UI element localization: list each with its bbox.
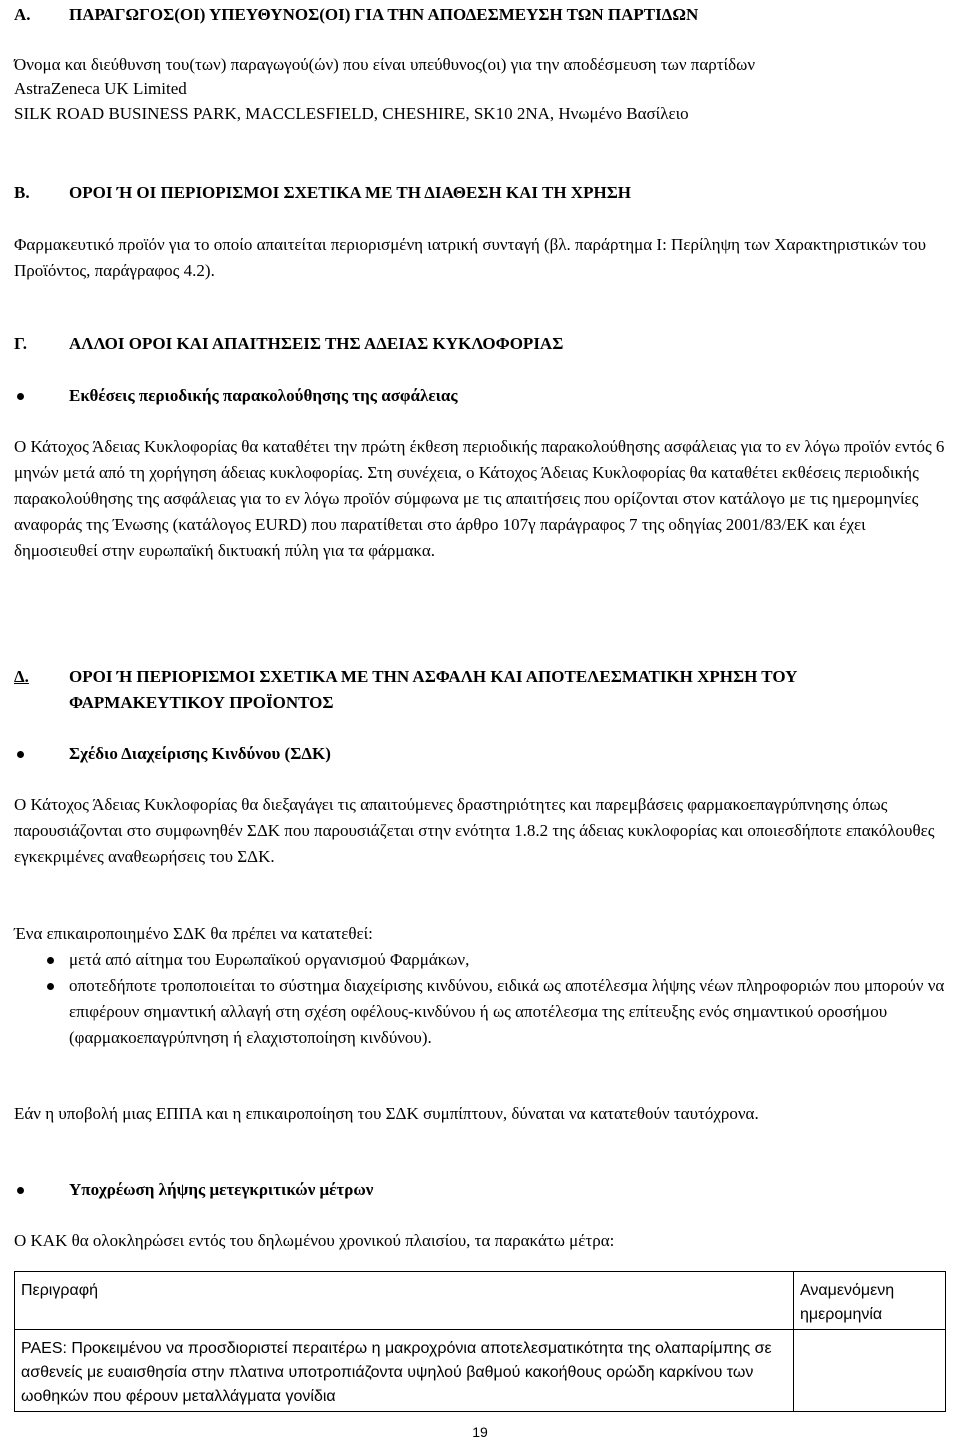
section-c-title: ΑΛΛΟΙ ΟΡΟΙ ΚΑΙ ΑΠΑΙΤΗΣΕΙΣ ΤΗΣ ΑΔΕΙΑΣ ΚΥΚΛΟΦΟΡΙΑΣ: [69, 334, 564, 353]
bullet-icon: [44, 947, 69, 973]
rmp-bullet: [14, 741, 946, 767]
bullet-icon: [14, 383, 69, 409]
psur-body: Ο Κάτοχος Άδειας Κυκλοφορίας θα καταθέτει την πρώτη έκθεση περιοδικής παρακολούθησης ασφάλειας για το εν λόγω προϊόν εντός 6 μηνών μετά από τη χορήγηση άδειας κυκλοφορίας. Στη συνέχεια, ο Κάτοχος Άδειας Κυκλοφορίας θα καταθέτει εκθέσεις περιοδικής παρακολούθησης της ασφάλειας για το εν λόγω προϊόν σύμφωνα με τις απαιτήσεις που ορίζονται στον κατάλογο με τις ημερομηνίες αναφοράς της Ένωσης (κατάλογος EURD) που παρατίθεται στο άρθρο 107γ παράγραφος 7 της οδηγίας 2001/83/ΕΚ και έχει δημοσιευθεί στην ευρωπαϊκή δικτυακή πύλη για τα φάρμακα.: [14, 437, 945, 560]
section-a-letter: A.: [14, 5, 31, 24]
page-number: 19: [472, 1424, 488, 1440]
psur-bullet: [14, 383, 946, 409]
psur-rmp-coincide: Εάν η υποβολή μιας ΕΠΠΑ και η επικαιροποίηση του ΣΔΚ συμπίπτουν, δύναται να κατατεθούν ταυτόχρονα.: [14, 1104, 759, 1123]
rmp-update-item: [44, 947, 946, 973]
obligation-bullet-text: Υποχρέωση λήψης μετεγκριτικών μέτρων: [69, 1180, 374, 1199]
bullet-icon: [44, 973, 69, 1051]
section-c-heading: [14, 331, 946, 357]
table-header-row: [15, 1272, 946, 1330]
manufacturer-label: Όνομα και διεύθυνση του(των) παραγωγού(ών) που είναι υπεύθυνος(οι) για την αποδέσμευση των παρτίδων: [14, 55, 756, 74]
manufacturer-address: SILK ROAD BUSINESS PARK, MACCLESFIELD, CHESHIRE, SK10 2NA, Ηνωμένο Βασίλειο: [14, 104, 689, 123]
section-a-heading: [14, 2, 946, 28]
rmp-update-item: [44, 973, 946, 1051]
section-b-letter: B.: [14, 183, 30, 202]
measures-table: [14, 1271, 946, 1412]
section-d-letter: Δ.: [14, 667, 29, 686]
obligation-body: Ο ΚΑΚ θα ολοκληρώσει εντός του δηλωμένου χρονικού πλαισίου, τα παρακάτω μέτρα:: [14, 1231, 615, 1250]
table-row: [15, 1330, 946, 1412]
section-a-title: ΠΑΡΑΓΩΓΟΣ(ΟΙ) ΥΠΕΥΘΥΝΟΣ(ΟΙ) ΓΙΑ ΤΗΝ ΑΠΟΔΕΣΜΕΥΣΗ ΤΩΝ ΠΑΡΤΙΔΩΝ: [69, 5, 699, 24]
section-c-letter: Γ.: [14, 334, 28, 353]
section-b-title: ΟΡΟΙ Ή ΟΙ ΠΕΡΙΟΡΙΣΜΟΙ ΣΧΕΤΙΚΑ ΜΕ ΤΗ ΔΙΑΘΕΣΗ ΚΑΙ ΤΗ ΧΡΗΣΗ: [69, 183, 632, 202]
table-header-description: Περιγραφή: [15, 1272, 794, 1330]
section-b-heading: [14, 180, 946, 206]
bullet-icon: [14, 741, 69, 767]
section-d-heading: [14, 664, 946, 716]
psur-bullet-text: Εκθέσεις περιοδικής παρακολούθησης της ασφάλειας: [69, 386, 458, 405]
table-cell-due-date: [794, 1330, 946, 1412]
rmp-update-intro: Ένα επικαιροποιημένο ΣΔΚ θα πρέπει να κατατεθεί:: [14, 924, 373, 943]
rmp-update-item-text: οποτεδήποτε τροποποιείται το σύστημα διαχείρισης κινδύνου, ειδικά ως αποτέλεσμα λήψης νέων πληροφοριών που μπορούν να επιφέρουν σημαντική αλλαγή στη σχέση οφέλους-κινδύνου ή ως αποτέλεσμα της επίτευξης ενός σημαντικού οροσήμου (φαρμακοεπαγρύπνηση ή ελαχιστοποίηση κινδύνου).: [69, 976, 945, 1047]
section-b-body: Φαρμακευτικό προϊόν για το οποίο απαιτείται περιορισμένη ιατρική συνταγή (βλ. παράρτημα Ι: Περίληψη των Χαρακτηριστικών του Προϊόντος, παράγραφος 4.2).: [14, 235, 927, 280]
obligation-bullet: [14, 1177, 946, 1203]
manufacturer-company: AstraZeneca UK Limited: [14, 79, 187, 98]
rmp-bullet-text: Σχέδιο Διαχείρισης Κινδύνου (ΣΔΚ): [69, 744, 331, 763]
section-d-title: ΟΡΟΙ Ή ΠΕΡΙΟΡΙΣΜΟΙ ΣΧΕΤΙΚΑ ΜΕ ΤΗΝ ΑΣΦΑΛΗ ΚΑΙ ΑΠΟΤΕΛΕΣΜΑΤΙΚΗ ΧΡΗΣΗ ΤΟΥ ΦΑΡΜΑΚΕΥΤΙΚΟΥ ΠΡΟΪΟΝΤΟΣ: [69, 667, 798, 712]
table-header-due-date: Αναμενόμενη ημερομηνία: [794, 1272, 946, 1330]
rmp-body: Ο Κάτοχος Άδειας Κυκλοφορίας θα διεξαγάγει τις απαιτούμενες δραστηριότητες και παρεμβάσεις φαρμακοεπαγρύπνησης όπως παρουσιάζονται στο συμφωνηθέν ΣΔΚ που παρουσιάζεται στην ενότητα 1.8.2 της άδειας κυκλοφορίας και οποιεσδήποτε επακόλουθες εγκεκριμένες αναθεωρήσεις του ΣΔΚ.: [14, 795, 935, 866]
rmp-update-item-text: μετά από αίτημα του Ευρωπαϊκού οργανισμού Φαρμάκων,: [69, 950, 470, 969]
bullet-icon: [14, 1177, 69, 1203]
table-cell-description: PAES: Προκειμένου να προσδιοριστεί περαιτέρω η μακροχρόνια αποτελεσματικότητα της ολαπαρίμπης σε ασθενείς με ευαισθησία στην πλατινα υποτροπιάζοντα υψηλού βαθμού κακοήθους ορώδη καρκίνου των ωοθηκών που φέρουν μεταλλάγματα γονίδια: [15, 1330, 794, 1412]
